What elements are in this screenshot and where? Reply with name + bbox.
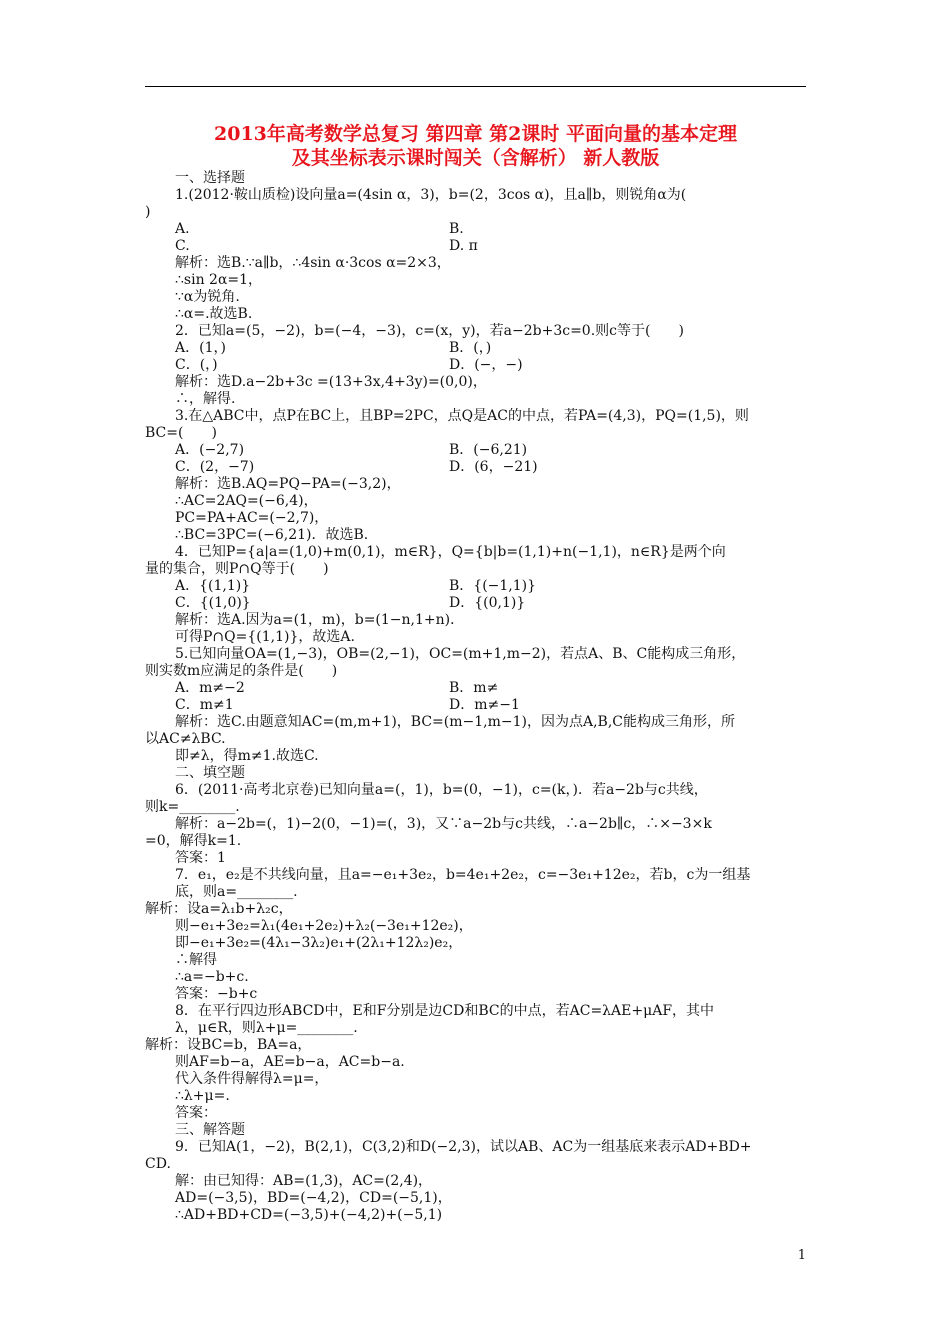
option-row — [145, 340, 806, 357]
option-left: A. — [175, 221, 190, 237]
text-line: =0，解得k=1. — [145, 833, 242, 849]
text-line: 量的集合，则P∩Q等于( ) — [145, 561, 329, 577]
text-line: 可得P∩Q={(1,1)}，故选A. — [175, 629, 355, 645]
text-line: λ，μ∈R，则λ+μ=________. — [175, 1020, 358, 1036]
option-left: C．{(1,0)} — [175, 595, 251, 611]
text-line: 解：由已知得：AB=(1,3)，AC=(2,4)， — [175, 1173, 433, 1189]
option-right: B．m≠ — [449, 680, 499, 696]
option-row — [145, 442, 806, 459]
option-left: A．m≠−2 — [175, 680, 245, 696]
option-right: D．(6，−21) — [449, 459, 538, 475]
page-number: 1 — [797, 1248, 806, 1263]
text-line: 解析：选B.AQ=PQ−PA=(−3,2)， — [175, 476, 401, 492]
text-line: 8．在平行四边形ABCD中，E和F分别是边CD和BC的中点，若AC=λAE+μAF，其中 — [175, 1003, 715, 1019]
option-row — [145, 357, 806, 374]
text-line: ∴AD+BD+CD=(−3,5)+(−4,2)+(−5,1) — [175, 1207, 443, 1223]
option-left: A．(−2,7) — [175, 442, 245, 458]
text-line: 答案： — [175, 1105, 217, 1121]
text-line: ∴，解得. — [175, 391, 236, 407]
option-row — [145, 697, 806, 714]
text-line: ∴解得 — [175, 952, 217, 968]
option-left: C．m≠1 — [175, 697, 234, 713]
text-line: ∴sin 2α=1， — [175, 272, 263, 288]
text-line: 以AC≠λBC. — [145, 731, 226, 747]
text-line: 二、填空题 — [175, 765, 245, 781]
option-row — [145, 459, 806, 476]
text-line: CD. — [145, 1156, 171, 1172]
text-line: 解析：a−2b=(，1)−2(0，−1)=(，3)，又∵a−2b与c共线，∴a−2b∥c，∴×−3×k — [175, 816, 712, 832]
text-line: 9．已知A(1，−2)，B(2,1)，C(3,2)和D(−2,3)，试以AB、AC为一组基底来表示AD+BD+ — [175, 1139, 752, 1155]
text-line: 1.(2012·鞍山质检)设向量a=(4sin α，3)，b=(2，3cos α)，且a∥b，则锐角α为( — [175, 187, 687, 203]
option-left: C．(，) — [175, 357, 218, 373]
text-line: 一、选择题 — [175, 170, 245, 186]
option-row — [145, 221, 806, 238]
text-line: 答案：−b+c — [175, 986, 258, 1002]
text-line: 6．(2011·高考北京卷)已知向量a=(，1)，b=(0，−1)，c=(k，)．若a−2b与c共线， — [175, 782, 708, 798]
text-line: 底，则a=________. — [175, 884, 298, 900]
text-line: 则实数m应满足的条件是( ) — [145, 663, 338, 679]
text-line: ∴a=−b+c. — [175, 969, 249, 985]
text-line: BC=( ) — [145, 425, 217, 441]
text-line: ∴α=.故选B. — [175, 306, 253, 322]
option-left: A．(1，) — [175, 340, 226, 356]
text-line: 解析：选C.由题意知AC=(m,m+1)，BC=(m−1,m−1)，因为点A,B,C能构成三角形，所 — [175, 714, 735, 730]
option-right: B．{(−1,1)} — [449, 578, 537, 594]
option-left: C. — [175, 238, 190, 254]
text-line: 5.已知向量OA=(1,−3)，OB=(2,−1)，OC=(m+1,m−2)，若点A、B、C能构成三角形， — [175, 646, 746, 662]
title-line-1: 2013年高考数学总复习 第四章 第2课时 平面向量的基本定理 — [214, 123, 737, 145]
text-line: 三、解答题 — [175, 1122, 245, 1138]
text-line: ∵α为锐角. — [175, 289, 240, 305]
text-line: AD=(−3,5)，BD=(−4,2)，CD=(−5,1)， — [175, 1190, 452, 1206]
option-right: D．(−，−) — [449, 357, 523, 373]
option-right: B．(，) — [449, 340, 492, 356]
text-line: 解析：选D.a−2b+3c =(13+3x,4+3y)=(0,0)， — [175, 374, 487, 390]
text-line: 即−e₁+3e₂=(4λ₁−3λ₂)e₁+(2λ₁+12λ₂)e₂， — [175, 935, 463, 951]
text-line: PC=PA+AC=(−2,7)， — [175, 510, 329, 526]
text-line: 答案：1 — [175, 850, 226, 866]
text-line: 则k=________. — [145, 799, 240, 815]
text-line: ∴λ+μ=. — [175, 1088, 230, 1104]
text-line: ∴AC=2AQ=(−6,4)， — [175, 493, 318, 509]
text-line: 则AF=b−a，AE=b−a，AC=b−a. — [175, 1054, 405, 1070]
document-body — [145, 170, 806, 1224]
option-row — [145, 578, 806, 595]
text-line: 4．已知P={a|a=(1,0)+m(0,1)，m∈R}，Q={b|b=(1,1)+n(−1,1)，n∈R}是两个向 — [175, 544, 726, 560]
text-line: 7．e₁，e₂是不共线向量，且a=−e₁+3e₂，b=4e₁+2e₂，c=−3e₁+12e₂，若b，c为一组基 — [175, 867, 751, 883]
text-line: ) — [145, 204, 151, 220]
title-line-2: 及其坐标表示课时闯关（含解析） 新人教版 — [291, 147, 660, 169]
option-right: D．{(0,1)} — [449, 595, 526, 611]
option-row — [145, 238, 806, 255]
text-line: 即≠λ，得m≠1.故选C. — [175, 748, 319, 764]
text-line: ∴BC=3PC=(−6,21)．故选B. — [175, 527, 369, 543]
option-row — [145, 680, 806, 697]
text-line: 3.在△ABC中，点P在BC上，且BP=2PC，点Q是AC的中点，若PA=(4,3)，PQ=(1,5)，则 — [175, 408, 749, 424]
option-row — [145, 595, 806, 612]
option-right: B. — [449, 221, 464, 237]
option-right: D．m≠−1 — [449, 697, 520, 713]
text-line: 2．已知a=(5，−2)，b=(−4，−3)，c=(x，y)，若a−2b+3c=0.则c等于( ) — [175, 323, 684, 339]
option-right: D. π — [449, 238, 478, 254]
text-line: 解析：设a=λ₁b+λ₂c， — [145, 901, 293, 917]
text-line: 则−e₁+3e₂=λ₁(4e₁+2e₂)+λ₂(−3e₁+12e₂)， — [175, 918, 473, 934]
header-rule — [145, 86, 806, 87]
option-right: B．(−6,21) — [449, 442, 528, 458]
text-line: 解析：选B.∵a∥b，∴4sin α·3cos α=2×3， — [175, 255, 451, 271]
text-line: 解析：选A.因为a=(1，m)，b=(1−n,1+n)． — [175, 612, 465, 628]
option-left: A．{(1,1)} — [175, 578, 251, 594]
text-line: 解析：设BC=b，BA=a， — [145, 1037, 312, 1053]
option-left: C．(2，−7) — [175, 459, 255, 475]
text-line: 代入条件得解得λ=μ=， — [175, 1071, 329, 1087]
